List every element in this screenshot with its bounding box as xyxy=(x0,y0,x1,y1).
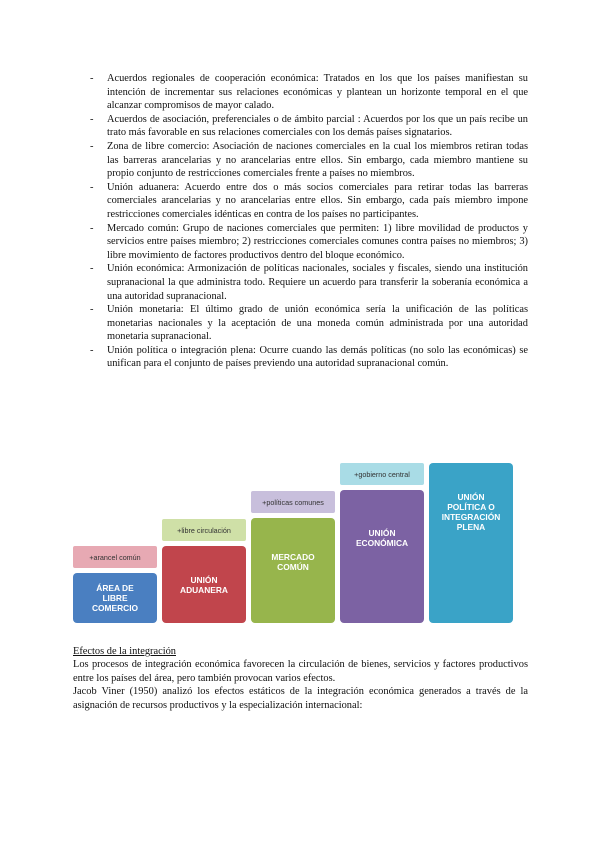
list-item-text: Acuerdos de asociación, preferenciales o de ámbito parcial : Acuerdos por los que un país recibe un trato más favorable en sus relaciones comerciales con los demás países signatarios. xyxy=(107,113,528,139)
list-dash: - xyxy=(90,113,94,125)
list-dash: - xyxy=(90,263,94,275)
list-dash: - xyxy=(90,222,94,234)
tag-gobierno-central: +gobierno central xyxy=(340,463,424,485)
list-item xyxy=(90,181,528,222)
list-dash: - xyxy=(90,344,94,356)
block-line: UNIÓN xyxy=(368,527,396,538)
list-item xyxy=(90,140,528,181)
list-item xyxy=(90,222,528,263)
block-line: ÁREA DE xyxy=(96,583,134,593)
block-line: LIBRE xyxy=(102,593,128,603)
list-item-text: Mercado común: Grupo de naciones comerciales que permiten: 1) libre movilidad de productos y servicios entre países miembro; 2) restricciones comerciales comunes contra países no miembros; 3) libre movimiento de factores productivos dentro del bloque económico. xyxy=(107,222,528,261)
block-union-aduanera xyxy=(162,546,246,623)
block-line: POLÍTICA O xyxy=(447,502,495,512)
list-item xyxy=(90,262,528,303)
list-item xyxy=(90,113,528,140)
section-paragraph: Jacob Viner (1950) analizó los efectos estáticos de la integración económica generados a través de la asignación de recursos productivos y la especialización internacional: xyxy=(73,686,528,711)
list-dash: - xyxy=(90,181,94,193)
list-item-text: Unión monetaria: El último grado de unión económica sería la unificación de las políticas monetarias nacionales y la aceptación de una moneda común administrada por una autoridad monetaria supranacional. xyxy=(107,304,528,343)
list-item xyxy=(90,303,528,344)
block-line: UNIÓN xyxy=(457,492,485,502)
list-item-text: Acuerdos regionales de cooperación económica: Tratados en los que los países manifiestan su intención de incrementar sus relaciones económicas y plantean un horizonte temporal en el que alcanzar compromisos de mayor calado. xyxy=(107,73,528,112)
list-item-text: Unión aduanera: Acuerdo entre dos o más socios comerciales para retirar todas las barreras comerciales arancelarias y no arancelarias entre ellos. Sin embargo, cada país miembro impone restricciones comerciales idénticas en contra de los países no participantes. xyxy=(107,181,528,220)
integration-staircase-diagram xyxy=(70,460,530,630)
list-item-text: Unión política o integración plena: Ocurre cuando las demás políticas (no solo las económicas) se unifican para el conjunto de países previendo una autoridad supranacional común. xyxy=(107,344,528,370)
effects-section xyxy=(73,645,528,712)
list-dash: - xyxy=(90,140,94,152)
block-line: UNIÓN xyxy=(190,574,218,585)
block-line: ECONÓMICA xyxy=(355,537,409,548)
list-dash: - xyxy=(90,73,94,84)
tag-libre-circulacion: +libre circulación xyxy=(162,519,246,541)
list-item-text: Unión económica: Armonización de políticas nacionales, sociales y fiscales, siendo una institución supranacional la que administra todo. Requiere un acuerdo para transferir la soberanía económica a una autoridad supranacional. xyxy=(107,263,528,302)
block-union-economica xyxy=(340,490,424,623)
block-union-politica xyxy=(429,463,513,623)
list-dash: - xyxy=(90,304,94,316)
block-area-libre-comercio xyxy=(73,573,157,623)
block-line: INTEGRACIÓN xyxy=(441,512,501,522)
section-heading: Efectos de la integración xyxy=(73,646,176,657)
block-line: COMÚN xyxy=(277,561,309,572)
tag-arancel-comun: +arancel común xyxy=(73,546,157,568)
list-item xyxy=(90,72,528,113)
block-mercado-comun xyxy=(251,518,335,623)
block-line: COMERCIO xyxy=(91,603,139,613)
section-paragraph: Los procesos de integración económica favorecen la circulación de bienes, servicios y factores productivos entre los países del área, pero también provocan varios efectos. xyxy=(73,659,528,684)
list-item-text: Zona de libre comercio: Asociación de naciones comerciales en la cual los miembros retiran todas las barreras arancelarias y no arancelarias entre ellos. Sin embargo, cada miembro mantiene su propio conjunto de restricciones comerciales frente a países no miembros. xyxy=(107,140,528,180)
block-line: MERCADO xyxy=(271,551,315,562)
block-line: PLENA xyxy=(456,522,486,532)
tag-politicas-comunes: +políticas comunes xyxy=(251,491,335,513)
integration-levels-list xyxy=(90,72,528,371)
list-item xyxy=(90,344,528,371)
block-line: ADUANERA xyxy=(180,584,228,595)
